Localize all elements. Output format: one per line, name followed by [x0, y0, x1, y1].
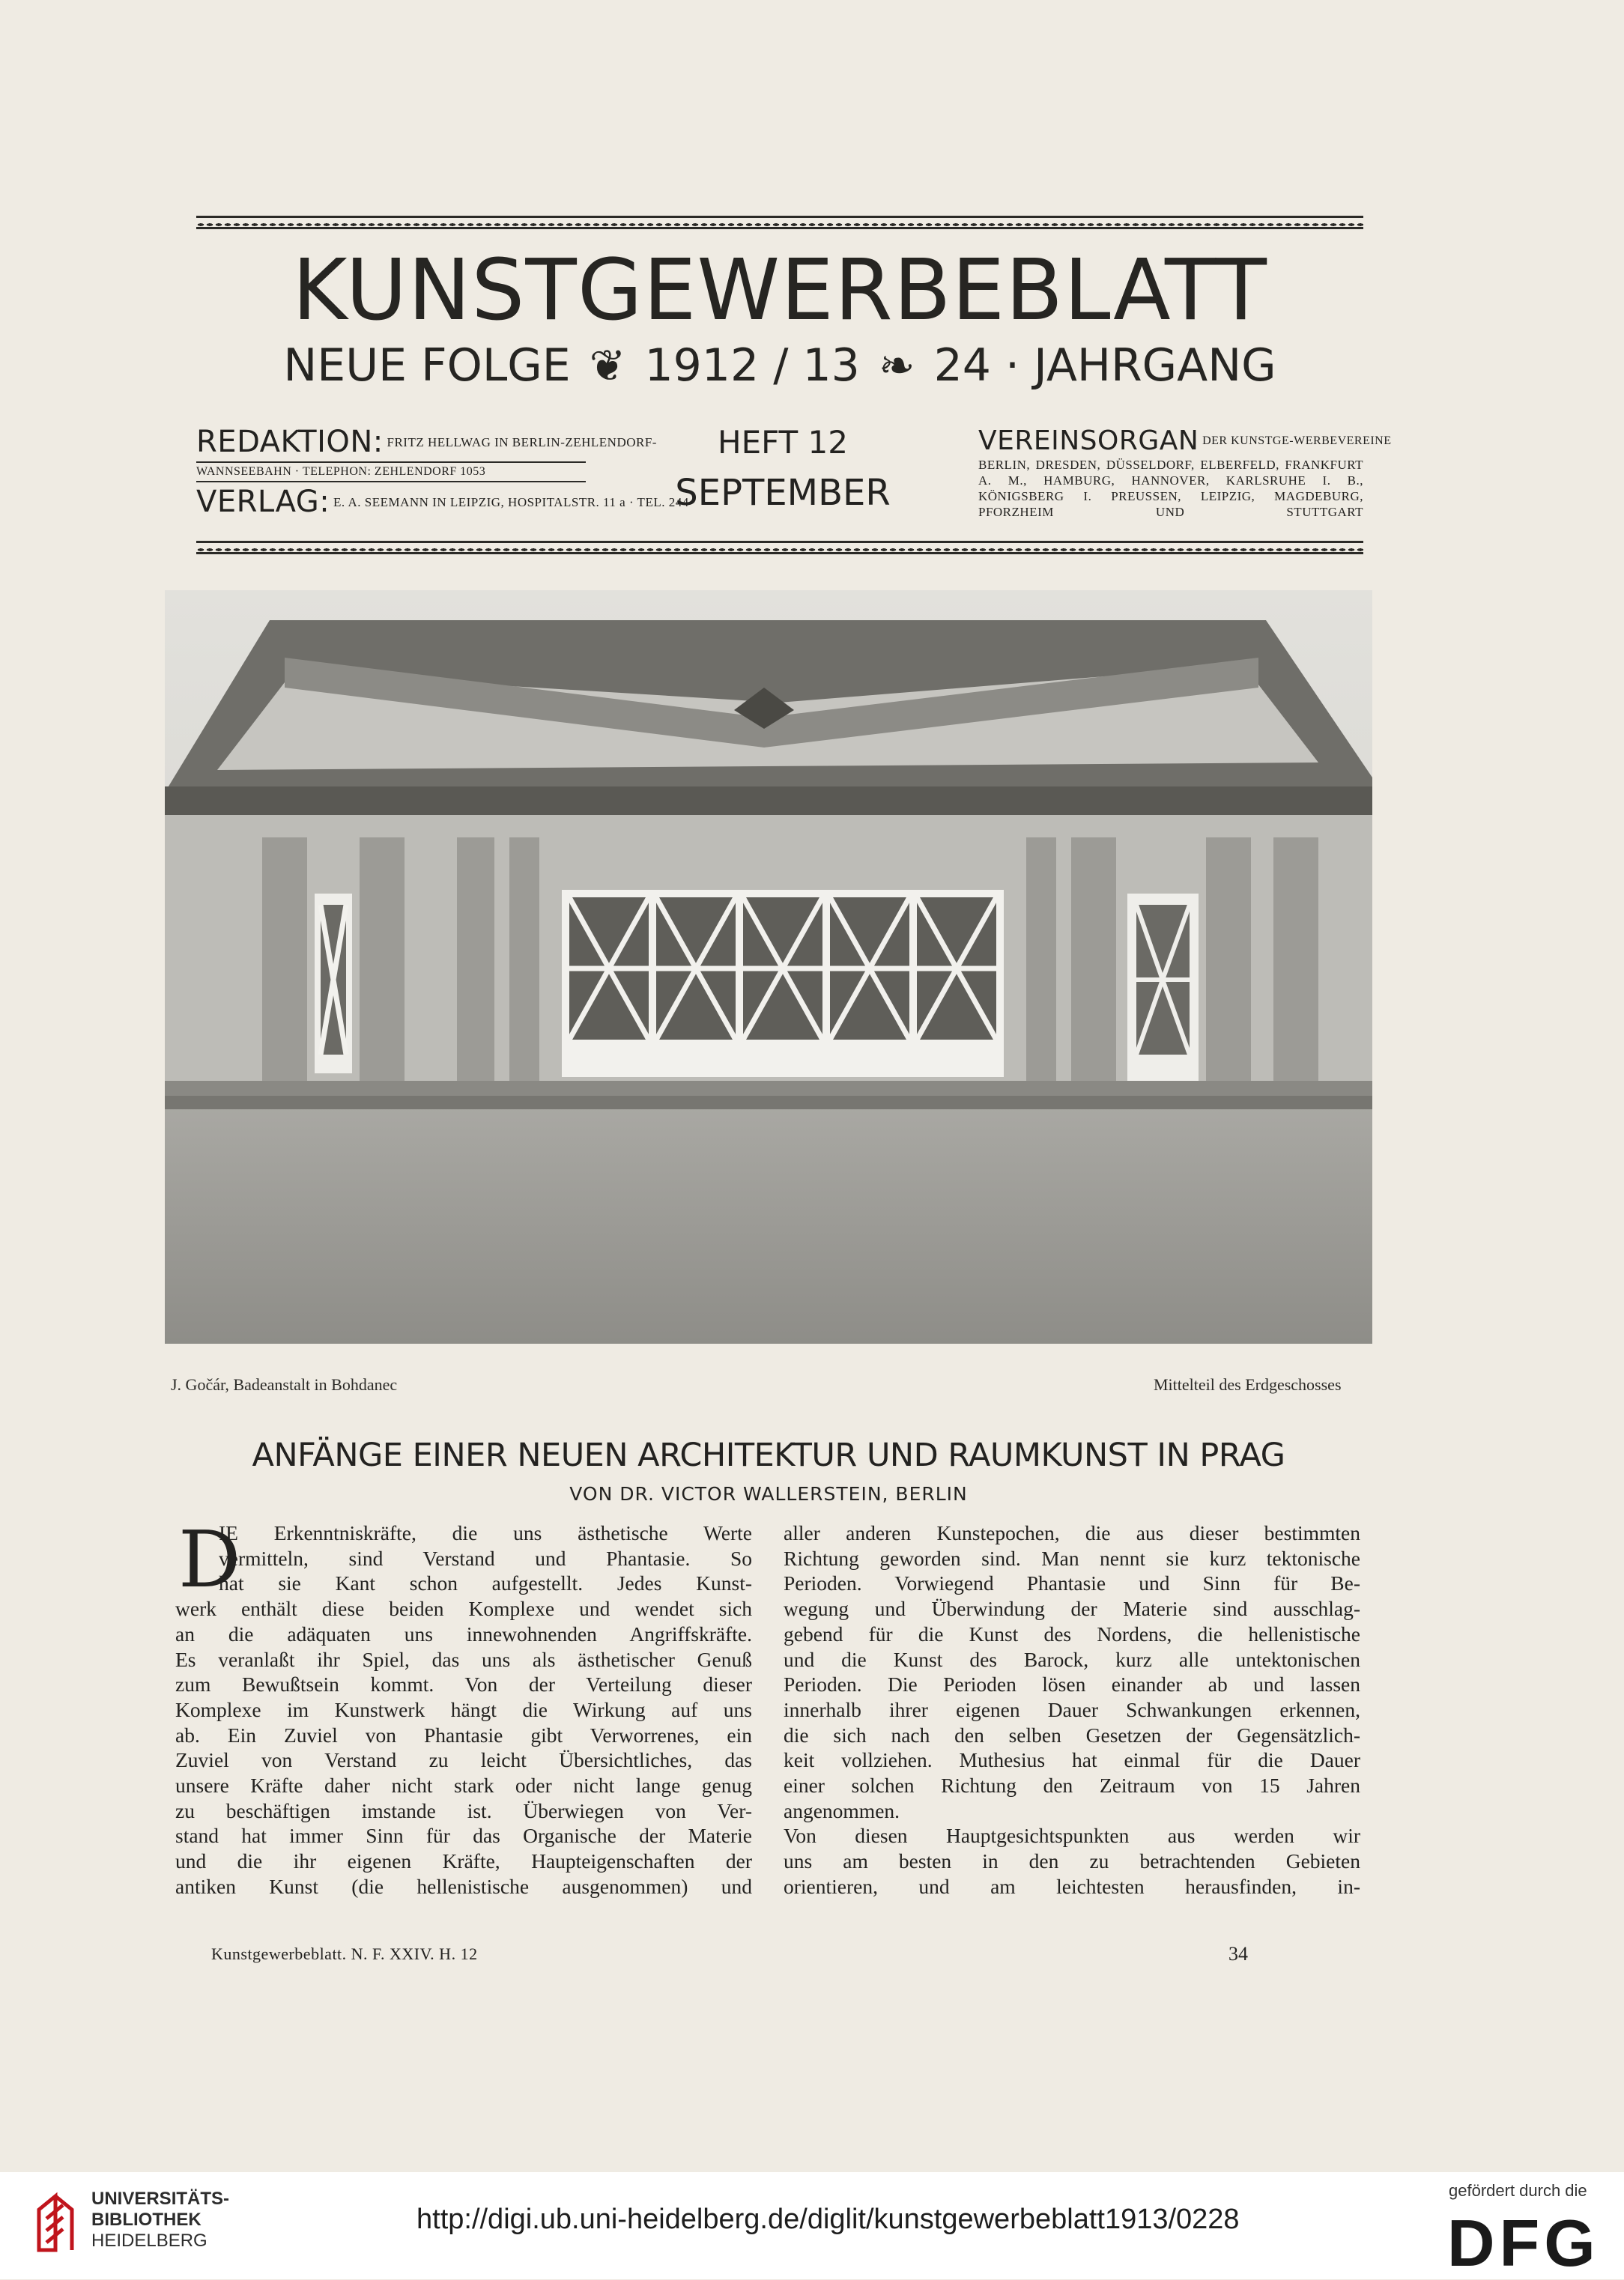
- text-line: IE Erkenntniskräfte, die uns ästhetische Werte: [219, 1521, 752, 1544]
- issue-block: [640, 419, 925, 520]
- text-line: uns am besten in den zu betrachtenden Gebieten: [784, 1849, 1360, 1873]
- verlag-label: VERLAG:: [196, 485, 330, 519]
- text-line: und die Kunst des Barock, kurz alle untektonischen: [784, 1647, 1360, 1671]
- text-line: stand hat immer Sinn für das Organische der Materie: [175, 1824, 752, 1848]
- text-line: aller anderen Kunstepochen, die aus dieser bestimmten: [784, 1521, 1360, 1544]
- text-line: vermitteln, sind Verstand und Phantasie. So: [219, 1546, 752, 1570]
- verein-note: DER KUNSTGE-WERBEVEREINE: [1202, 434, 1392, 447]
- permalink-url[interactable]: http://digi.ub.uni-heidelberg.de/diglit/kunstgewerbeblatt1913/0228: [416, 2204, 1240, 2235]
- university-library-logo-icon: [33, 2189, 85, 2256]
- redaktion-address: FRITZ HELLWAG IN BERLIN-ZEHLENDORF-: [387, 434, 657, 449]
- drop-cap: D: [178, 1514, 241, 1605]
- text-line: werk enthält diese beiden Komplexe und wendet sich: [175, 1597, 752, 1621]
- text-line: Es veranlaßt ihr Spiel, das uns als ästhetischer Genuß: [175, 1647, 752, 1671]
- text-line: die sich nach den selben Gesetzen der Gegensätzlich-: [784, 1723, 1360, 1747]
- journal-footer: Kunstgewerbeblatt. N. F. XXIV. H. 12: [211, 1944, 478, 1963]
- text-line: gebend für die Kunst des Nordens, die hellenistische: [784, 1622, 1360, 1646]
- photo-caption-left: J. Gočár, Badeanstalt in Bohdanec: [171, 1375, 398, 1394]
- article-column-2: [784, 1520, 1360, 1900]
- text-line: antiken Kunst (die hellenistische ausgenommen) und: [175, 1874, 752, 1898]
- article-column-1: [175, 1514, 752, 1900]
- redaktion-label: REDAKTION:: [196, 425, 384, 459]
- ub-line-1: UNIVERSITÄTS-: [91, 2189, 230, 2209]
- university-library-name: [91, 2189, 229, 2252]
- masthead-top-rule: [196, 216, 1363, 229]
- text-line: innerhalb ihrer eigenen Dauer Schwankungen erkennen,: [784, 1697, 1360, 1721]
- text-line: Richtung geworden sind. Man nennt sie kurz tektonische: [784, 1546, 1360, 1570]
- text-line: Von diesen Hauptgesichtspunkten aus werden wir: [784, 1824, 1360, 1848]
- ub-line-2: BIBLIOTHEK: [91, 2210, 202, 2230]
- page-number: 34: [1228, 1943, 1248, 1965]
- text-line: orientieren, und am leichtesten herausfinden, in-: [784, 1874, 1360, 1898]
- ornament-icon: ❦: [589, 340, 626, 391]
- subtitle-left: NEUE FOLGE: [283, 339, 571, 392]
- subtitle-right: 24 · JAHRGANG: [933, 339, 1276, 392]
- article-title: ANFÄNGE EINER NEUEN ARCHITEKTUR UND RAUMKUNST IN PRAG: [252, 1437, 1285, 1474]
- verlag-address: E. A. SEEMANN IN LEIPZIG, HOSPITALSTR. 11 a · TEL. 244: [333, 494, 689, 509]
- ornament-icon: ❧: [878, 340, 915, 391]
- verein-cities: BERLIN, DRESDEN, DÜSSELDORF, ELBERFELD, FRANKFURT A. M., HAMBURG, HANNOVER, KARLSRUHE I. B., KÖNIGSBERG I. PREUSSEN, LEIPZIG, MAGDEBURG, PFORZHEIM UND STUTTGART: [978, 458, 1363, 519]
- redaktion-phone: WANNSEEBAHN · TELEPHON: ZEHLENDORF 1053: [196, 461, 586, 482]
- masthead-bottom-rule: [196, 541, 1363, 554]
- masthead-subtitle: [196, 336, 1363, 395]
- masthead-title: KUNSTGEWERBEBLATT: [292, 242, 1267, 339]
- bathhouse-photo: [165, 590, 1372, 1344]
- dfg-logo: DFG: [1447, 2206, 1600, 2280]
- text-line: zum Bewußtsein kommt. Von der Verteilung dieser: [175, 1673, 752, 1697]
- text-line: zu beschäftigen imstande ist. Überwiegen von Ver-: [175, 1798, 752, 1822]
- verein-label: VEREINSORGAN: [978, 425, 1199, 456]
- text-line: hat sie Kant schon aufgestellt. Jedes Kunst-: [219, 1571, 752, 1595]
- ub-line-3: HEIDELBERG: [91, 2231, 207, 2251]
- text-line: unsere Kräfte daher nicht stark oder nicht lange genug: [175, 1774, 752, 1798]
- photo-caption-right: Mittelteil des Erdgeschosses: [1154, 1375, 1342, 1394]
- text-line: Zuviel von Verstand zu leicht Übersichtliches, das: [175, 1748, 752, 1772]
- funded-by-label: gefördert durch die: [1449, 2181, 1587, 2200]
- subtitle-year: 1912 / 13: [644, 339, 860, 392]
- issue-month: SEPTEMBER: [675, 472, 891, 514]
- text-line: wegung und Überwindung der Materie sind ausschlag-: [784, 1597, 1360, 1621]
- redaktion-block: [196, 425, 689, 519]
- text-line: Komplexe im Kunstwerk hängt die Wirkung auf uns: [175, 1697, 752, 1721]
- text-line: an die adäquaten uns innewohnenden Angriffskräfte.: [175, 1622, 752, 1646]
- text-line: einer solchen Richtung den Zeitraum von 15 Jahren: [784, 1774, 1360, 1798]
- text-line: ab. Ein Zuviel von Phantasie gibt Verworrenes, ein: [175, 1723, 752, 1747]
- vereinsorgan-block: [978, 425, 1392, 520]
- bathhouse-photo-drawing: [165, 590, 1372, 1344]
- issue-number: HEFT 12: [718, 424, 848, 461]
- article-author: VON DR. VICTOR WALLERSTEIN, BERLIN: [569, 1483, 968, 1505]
- text-line: Perioden. Die Perioden lösen einander ab und lassen: [784, 1673, 1360, 1697]
- text-line: Perioden. Vorwiegend Phantasie und Sinn für Be-: [784, 1571, 1360, 1595]
- text-line: und die ihr eigenen Kräfte, Haupteigenschaften der: [175, 1849, 752, 1873]
- text-line: angenommen.: [784, 1798, 900, 1822]
- text-line: keit vollziehen. Muthesius hat einmal für die Dauer: [784, 1748, 1360, 1772]
